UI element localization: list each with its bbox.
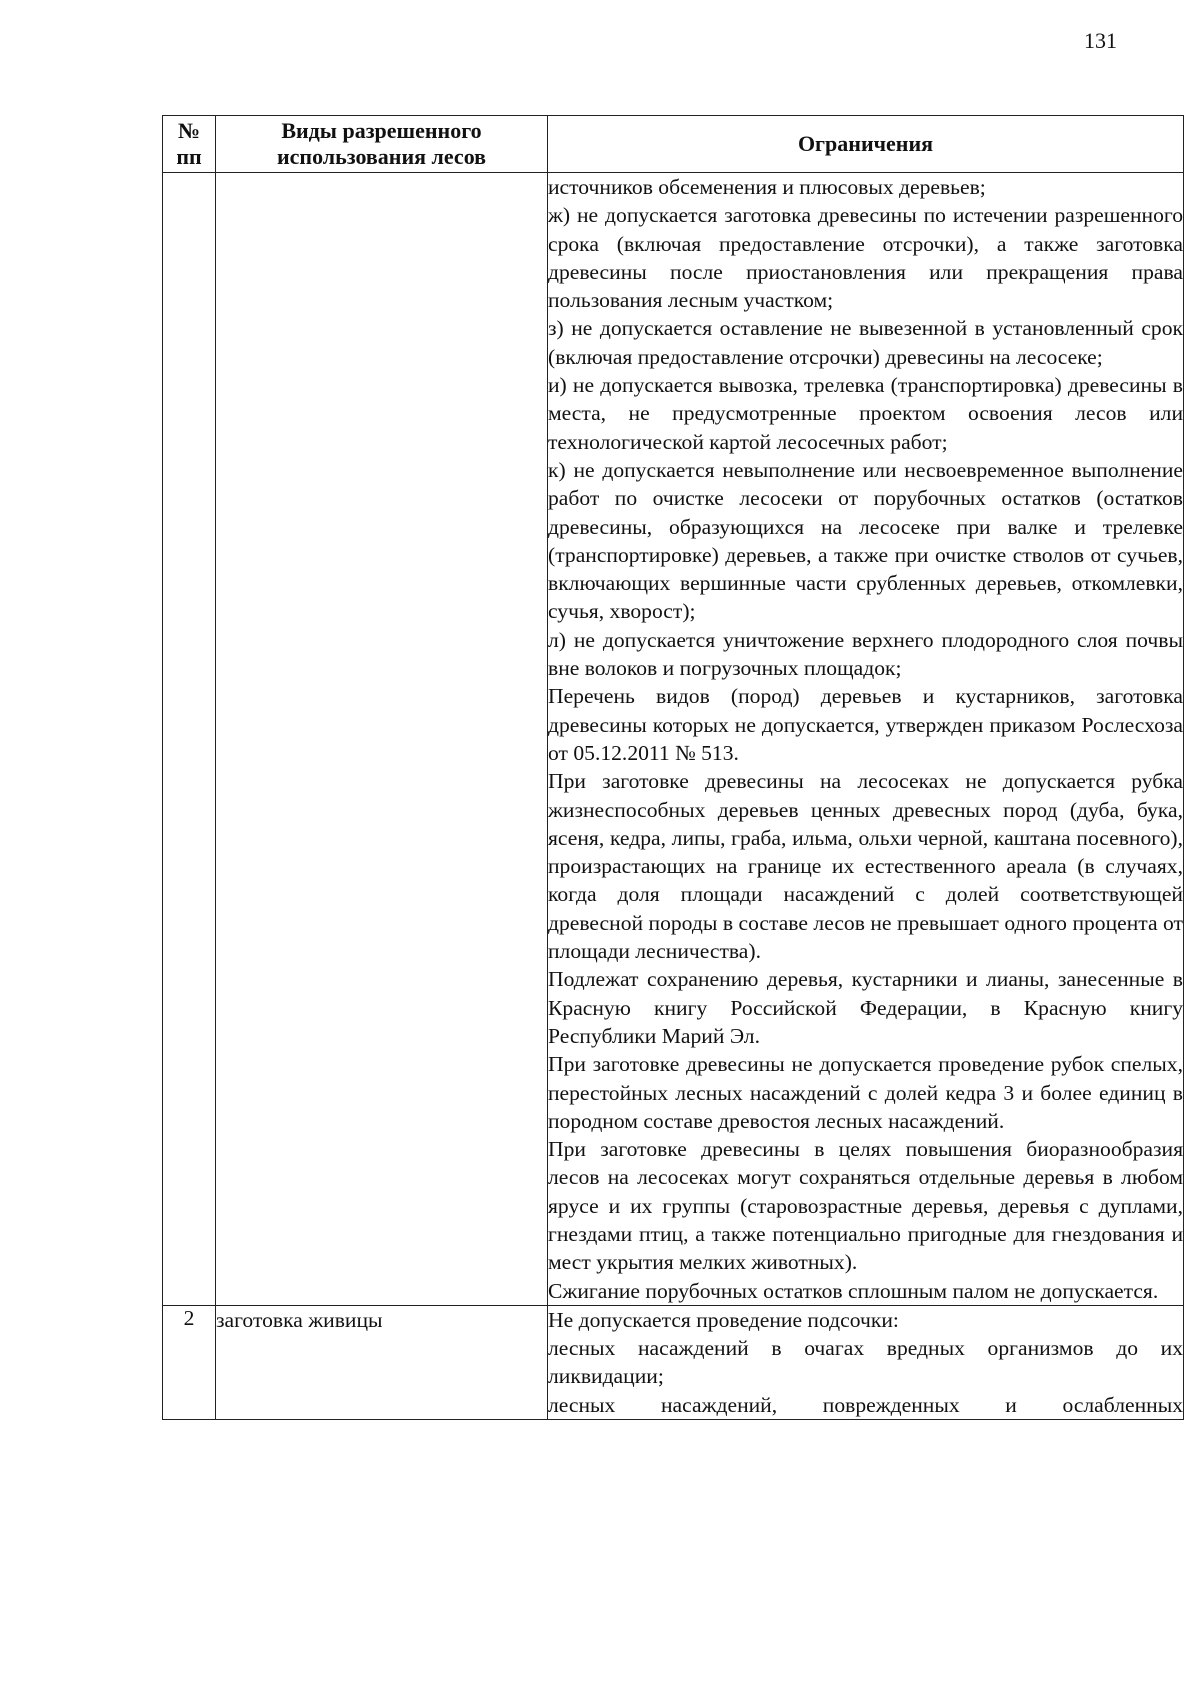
restriction-paragraph: л) не допускается уничтожение верхнего плодородного слоя почвы вне волоков и погрузочных площадок; xyxy=(548,627,1183,681)
restriction-paragraph: к) не допускается невыполнение или несвоевременное выполнение работ по очистке лесосеки от порубочных остатков (остатков древесины, образующихся на лесосеке при валке и трелевке (транспортировке) деревьев, а также при очистке стволов от сучьев, включающих вершинные части срубленных деревьев, откомлевки, сучья, хворост); xyxy=(548,457,1183,624)
restrictions-table xyxy=(162,115,1184,1420)
row-number: 2 xyxy=(163,1305,216,1419)
restriction-paragraph: При заготовке древесины не допускается проведение рубок спелых, перестойных лесных насаждений с долей кедра 3 и более единиц в породном составе древостоя лесных насаждений. xyxy=(548,1052,1183,1133)
row-usage-kind xyxy=(216,173,548,1306)
header-number-line1: № xyxy=(177,118,201,143)
restriction-paragraph: з) не допускается оставление не вывезенной в установленный срок (включая предоставление отсрочки) древесины на лесосеке; xyxy=(548,316,1183,369)
table-row xyxy=(163,1305,1184,1419)
row-usage-kind: заготовка живицы xyxy=(216,1305,548,1419)
header-restrictions: Ограничения xyxy=(548,116,1184,173)
restriction-paragraph: лесных насаждений в очагах вредных организмов до их ликвидации; xyxy=(548,1336,1183,1389)
header-usage-kind-line2: использования лесов xyxy=(276,144,487,169)
table-row xyxy=(163,173,1184,1306)
restriction-paragraph: Не допускается проведение подсочки: xyxy=(548,1307,899,1332)
restriction-paragraph: ж) не допускается заготовка древесины по истечении разрешенного срока (включая предоставление отсрочки), а также заготовка древесины после приостановления или прекращения права пользования лесным участком; xyxy=(548,203,1183,313)
restriction-paragraph: источников обсеменения и плюсовых деревьев; xyxy=(548,175,986,199)
page-number: 131 xyxy=(1084,28,1117,53)
restriction-paragraph: Сжигание порубочных остатков сплошным палом не допускается. xyxy=(548,1278,1159,1303)
restriction-paragraph: лесных насаждений, поврежденных и ослабленных xyxy=(548,1392,1183,1417)
row-restrictions xyxy=(548,1305,1184,1419)
restriction-paragraph: и) не допускается вывозка, трелевка (транспортировка) древесины в места, не предусмотренные проектом освоения лесов или технологической картой лесосечных работ; xyxy=(548,373,1183,454)
row-restrictions xyxy=(548,173,1184,1306)
restriction-paragraph: Перечень видов (пород) деревьев и кустарников, заготовка древесины которых не допускается, утвержден приказом Рослесхоза от 05.12.2011 № 513. xyxy=(548,684,1183,765)
restriction-paragraph: Подлежат сохранению деревья, кустарники и лианы, занесенные в Красную книгу Российской Федерации, в Красную книгу Республики Марий Эл. xyxy=(548,967,1183,1048)
table-header-row xyxy=(163,116,1184,173)
header-number-line2: пп xyxy=(176,144,202,169)
header-usage-kind-line1: Виды разрешенного xyxy=(281,118,482,143)
header-number xyxy=(163,116,216,173)
restriction-paragraph: При заготовке древесины в целях повышения биоразнообразия лесов на лесосеках могут сохраняться отдельные деревья в любом ярусе и их группы (старовозрастные деревья, деревья с дуплами, гнездами птиц, а также потенциально пригодные для гнездования и мест укрытия мелких животных). xyxy=(548,1137,1183,1275)
row-number xyxy=(163,173,216,1306)
header-usage-kind xyxy=(216,116,548,173)
restriction-paragraph: При заготовке древесины на лесосеках не допускается рубка жизнеспособных деревьев ценных древесных пород (дуба, бука, ясеня, кедра, липы, граба, ильма, ольхи черной, каштана посевного), произрастающих на границе их естественного ареала (в случаях, когда доля площади насаждений с долей соответствующей древесной породы в составе лесов не превышает одного процента от площади лесничества). xyxy=(548,769,1183,964)
